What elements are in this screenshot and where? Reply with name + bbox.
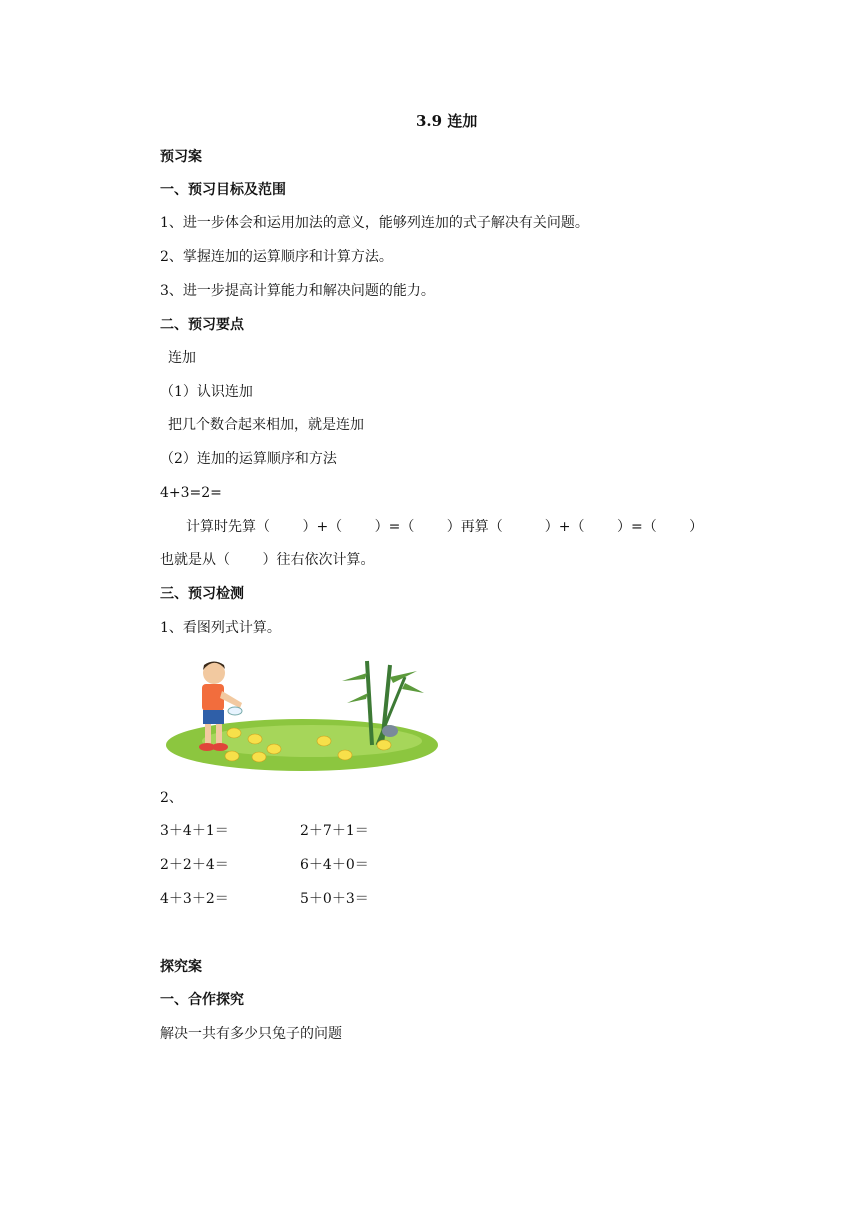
- exercise-2a: 2＋2＋4＝: [160, 857, 229, 873]
- exercise-3a: 4＋3＋2＝: [160, 891, 229, 907]
- definition-text: 把几个数合起来相加，就是连加: [168, 417, 364, 433]
- question-1: 1、看图列式计算。: [160, 620, 281, 636]
- section2-heading: 二、预习要点: [160, 317, 244, 333]
- goal-item-1: 1、进一步体会和运用加法的意义，能够列连加的式子解决有关问题。: [160, 215, 589, 231]
- exercise-1a: 3＋4＋1＝: [160, 823, 229, 839]
- example-expression: 4+3=2=: [160, 485, 222, 501]
- section3-heading: 三、预习检测: [160, 586, 244, 602]
- fill-in-line: 计算时先算（ ）+（ ）=（ ）再算（ ）+（ ）=（ ）: [186, 519, 704, 535]
- section1-heading: 一、预习目标及范围: [160, 182, 286, 198]
- section4-heading: 一、合作探究: [160, 992, 244, 1008]
- topic-label: 连加: [168, 350, 196, 366]
- exercise-3b: 5＋0＋3＝: [300, 891, 369, 907]
- explore-text: 解决一共有多少只兔子的问题: [160, 1026, 342, 1042]
- explore-case-heading: 探究案: [160, 959, 202, 975]
- exercise-1b: 2＋7＋1＝: [300, 823, 369, 839]
- goal-item-3: 3、进一步提高计算能力和解决问题的能力。: [160, 283, 435, 299]
- boy-feeding-chicks-illustration: [162, 653, 438, 775]
- exercise-2b: 6＋4＋0＝: [300, 857, 369, 873]
- page-title: 3.9 连加: [416, 112, 478, 130]
- question-2: 2、: [160, 790, 183, 806]
- subheading-1: （1）认识连加: [160, 384, 253, 400]
- subheading-2: （2）连加的运算顺序和方法: [160, 451, 337, 467]
- fill-in-line-2: 也就是从（ ）往右依次计算。: [160, 552, 375, 568]
- goal-item-2: 2、掌握连加的运算顺序和计算方法。: [160, 249, 393, 265]
- preview-case-heading: 预习案: [160, 149, 202, 165]
